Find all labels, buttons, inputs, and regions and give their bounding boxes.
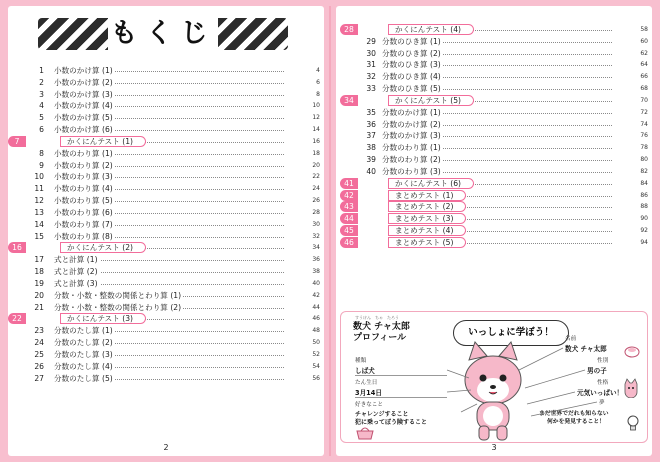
toc-page: 38 <box>312 268 320 276</box>
toc-title: かくにんテスト (2) <box>60 242 146 253</box>
toc-number: 46 <box>340 237 358 248</box>
toc-list-left <box>8 65 324 384</box>
toc-number: 16 <box>8 242 26 253</box>
toc-number: 37 <box>366 131 376 141</box>
toc-title: 小数のわり算 (7) <box>54 219 113 229</box>
toc-row-test <box>336 178 652 190</box>
toc-number: 31 <box>366 60 376 70</box>
toc-title: 分数のひき算 (3) <box>382 60 441 70</box>
toc-row <box>8 207 324 219</box>
toc-row <box>336 119 652 131</box>
toc-page: 70 <box>640 96 648 104</box>
toc-number: 5 <box>39 113 44 123</box>
toc-number: 25 <box>34 349 44 359</box>
toc-number: 40 <box>366 166 376 176</box>
likes-value-1: チャレンジすること <box>355 411 409 418</box>
toc-number: 30 <box>366 48 376 58</box>
toc-title: 分数のひき算 (5) <box>382 84 441 94</box>
toc-leader <box>70 284 284 285</box>
toc-row <box>8 89 324 101</box>
toc-row <box>336 154 652 166</box>
toc-number: 15 <box>34 231 44 241</box>
toc-page: 12 <box>312 114 320 122</box>
toc-row-test <box>336 213 652 225</box>
toc-page: 18 <box>312 149 320 157</box>
toc-number: 42 <box>340 190 358 201</box>
toc-number: 14 <box>34 219 44 229</box>
toc-title: 分数のわり算 (1) <box>382 143 441 153</box>
toc-row <box>8 266 324 278</box>
toc-page: 90 <box>640 215 648 223</box>
toc-title: 分数・小数・整数の関係とわり算 (1) <box>54 290 182 300</box>
toc-row-test <box>336 237 652 249</box>
toc-title: 分数のひき算 (1) <box>382 36 441 46</box>
toc-number: 39 <box>366 155 376 165</box>
toc-number: 8 <box>39 148 44 158</box>
toc-page: 30 <box>312 220 320 228</box>
toc-row <box>336 71 652 83</box>
toc-title: 分数のわり算 (2) <box>382 155 441 165</box>
dream-value-2: 何かを発見すること！ <box>547 419 605 425</box>
toc-number: 44 <box>340 213 358 224</box>
birthday-label: たん生日 <box>355 380 378 386</box>
toc-title: まとめテスト (3) <box>388 213 466 224</box>
toc-number: 45 <box>340 225 358 236</box>
toc-number: 2 <box>39 77 44 87</box>
toc-number: 33 <box>366 84 376 94</box>
toc-title: 小数のかけ算 (1) <box>54 66 113 75</box>
connector-lines <box>341 312 649 444</box>
toc-number: 26 <box>34 361 44 371</box>
toc-row <box>8 302 324 314</box>
book-spine <box>329 6 331 456</box>
toc-page: 78 <box>640 144 648 152</box>
toc-row <box>336 130 652 142</box>
toc-page: 46 <box>312 315 320 323</box>
toc-title: まとめテスト (5) <box>388 237 466 248</box>
toc-row-test <box>8 136 324 148</box>
name-value: 数犬 チャ太郎 <box>565 345 607 353</box>
toc-title: 小数のわり算 (4) <box>54 184 113 194</box>
toc-title: 分数のたし算 (5) <box>54 373 113 383</box>
toc-number: 27 <box>34 373 44 383</box>
toc-page: 54 <box>312 362 320 370</box>
toc-row <box>8 361 324 373</box>
toc-title: かくにんテスト (6) <box>388 178 474 189</box>
toc-row <box>8 254 324 266</box>
toc-row <box>336 83 652 95</box>
toc-row <box>8 325 324 337</box>
toc-row <box>8 65 324 77</box>
toc-page: 66 <box>640 73 648 81</box>
toc-row <box>8 349 324 361</box>
toc-number: 28 <box>340 24 358 35</box>
toc-number: 22 <box>8 313 26 324</box>
toc-row <box>8 231 324 243</box>
page-number-right: 3 <box>491 443 497 452</box>
likes-label: 好きなこと <box>355 402 383 408</box>
toc-page: 44 <box>312 303 320 311</box>
toc-page: 4 <box>316 67 320 74</box>
toc-page: 80 <box>640 156 648 164</box>
toc-page: 92 <box>640 227 648 235</box>
toc-number: 10 <box>34 172 44 182</box>
toc-row-test <box>8 242 324 254</box>
toc-row <box>8 290 324 302</box>
toc-row <box>8 112 324 124</box>
toc-row <box>8 124 324 136</box>
toc-row <box>8 148 324 160</box>
toc-page: 36 <box>312 256 320 264</box>
toc-number: 41 <box>340 178 358 189</box>
personality-label: 性格 <box>597 380 609 386</box>
toc-number: 34 <box>340 95 358 106</box>
toc-page: 72 <box>640 108 648 116</box>
toc-page: 94 <box>640 238 648 246</box>
toc-page: 42 <box>312 291 320 299</box>
toc-number: 29 <box>366 36 376 46</box>
toc-number: 3 <box>39 89 44 99</box>
toc-number: 9 <box>39 160 44 170</box>
toc-title: 小数のわり算 (2) <box>54 160 113 170</box>
toc-title: かくにんテスト (5) <box>388 95 474 106</box>
toc-number: 18 <box>34 267 44 277</box>
toc-number: 38 <box>366 143 376 153</box>
gender-label: 性別 <box>597 358 609 364</box>
likes-value-2: 犯に乗ってぼう険すること <box>355 419 428 426</box>
toc-leader <box>70 272 284 273</box>
toc-row <box>336 36 652 48</box>
toc-page: 6 <box>316 78 320 86</box>
birthday-value: 3月14日 <box>355 389 382 397</box>
toc-row <box>8 183 324 195</box>
toc-row <box>8 160 324 172</box>
toc-page: 28 <box>312 208 320 216</box>
toc-page: 8 <box>316 90 320 98</box>
page-title: もくじ <box>108 15 218 53</box>
toc-title: 分数のかけ算 (2) <box>382 119 441 129</box>
toc-number: 36 <box>366 119 376 129</box>
profile-heading-name: 数犬 チャ太郎 <box>353 322 410 332</box>
toc-row <box>8 373 324 385</box>
toc-page: 88 <box>640 203 648 211</box>
name-label: 名前 <box>565 336 577 342</box>
toc-title: 分数のかけ算 (3) <box>382 131 441 141</box>
toc-page: 56 <box>312 374 320 382</box>
toc-row <box>336 107 652 119</box>
toc-number: 32 <box>366 72 376 82</box>
toc-title: 分数のひき算 (4) <box>382 72 441 82</box>
toc-page: 14 <box>312 126 320 134</box>
toc-title: かくにんテスト (3) <box>60 313 146 324</box>
toc-title: 小数のわり算 (8) <box>54 231 113 241</box>
toc-page: 26 <box>312 197 320 205</box>
toc-row <box>336 142 652 154</box>
toc-page: 40 <box>312 279 320 287</box>
toc-row-test <box>336 225 652 237</box>
toc-title: 分数のかけ算 (1) <box>382 107 441 117</box>
toc-row <box>336 48 652 60</box>
toc-title: 小数のわり算 (1) <box>54 148 113 158</box>
toc-row <box>8 77 324 89</box>
toc-row-test <box>336 190 652 202</box>
page-number-left: 2 <box>163 443 169 452</box>
toc-title: 分数のわり算 (3) <box>382 166 441 176</box>
toc-number: 35 <box>366 107 376 117</box>
toc-number: 12 <box>34 196 44 206</box>
toc-row-test <box>336 95 652 107</box>
toc-number: 21 <box>34 302 44 312</box>
toc-page: 62 <box>640 49 648 57</box>
toc-number: 17 <box>34 255 44 265</box>
dream-label: 夢 <box>599 400 605 406</box>
toc-title: 分数のたし算 (3) <box>54 349 113 359</box>
toc-page: 10 <box>312 102 320 110</box>
toc-row <box>8 100 324 112</box>
toc-title: 分数のたし算 (2) <box>54 338 113 348</box>
toc-number: 43 <box>340 201 358 212</box>
toc-title: 小数のかけ算 (4) <box>54 101 113 111</box>
left-page <box>8 6 324 456</box>
toc-page: 48 <box>312 327 320 335</box>
toc-row-test <box>336 24 652 36</box>
toc-number: 13 <box>34 207 44 217</box>
toc-page: 50 <box>312 339 320 347</box>
toc-page: 64 <box>640 61 648 69</box>
toc-title: 小数のわり算 (5) <box>54 196 113 206</box>
heading-ruby: すうけん ちゃ たろう <box>355 315 399 320</box>
toc-number: 7 <box>8 136 26 147</box>
right-page <box>336 6 652 456</box>
toc-page: 24 <box>312 185 320 193</box>
toc-row-test <box>336 201 652 213</box>
toc-row <box>336 59 652 71</box>
profile-heading-title: プロフィール <box>353 333 407 343</box>
species-label: 種類 <box>355 358 367 364</box>
toc-title: 小数のかけ算 (3) <box>54 89 113 99</box>
toc-number: 11 <box>34 184 44 194</box>
toc-page: 58 <box>640 26 648 33</box>
toc-title: 式と計算 (2) <box>54 267 98 277</box>
toc-page: 52 <box>312 350 320 358</box>
toc-leader <box>70 260 284 261</box>
toc-page: 76 <box>640 132 648 140</box>
toc-row <box>8 337 324 349</box>
profile-box <box>340 311 648 443</box>
toc-title: 小数のかけ算 (5) <box>54 113 113 123</box>
toc-title: まとめテスト (4) <box>388 225 466 236</box>
toc-title: 小数のわり算 (3) <box>54 172 113 182</box>
toc-list-right <box>336 24 652 249</box>
toc-page: 68 <box>640 85 648 93</box>
personality-value: 元気いっぱい！ <box>577 389 624 397</box>
toc-row <box>8 278 324 290</box>
title-banner <box>38 18 288 50</box>
dream-value-1: まだ世界でだれも知らない <box>539 411 609 417</box>
toc-page: 34 <box>312 244 320 252</box>
toc-page: 86 <box>640 191 648 199</box>
gender-value: 男の子 <box>587 367 607 375</box>
toc-page: 32 <box>312 232 320 240</box>
toc-title: 分数のひき算 (2) <box>382 48 441 58</box>
toc-title: かくにんテスト (4) <box>388 24 474 35</box>
toc-row-test <box>8 313 324 325</box>
toc-page: 74 <box>640 120 648 128</box>
toc-number: 6 <box>39 125 44 135</box>
toc-title: 分数のたし算 (4) <box>54 361 113 371</box>
toc-number: 20 <box>34 290 44 300</box>
toc-row <box>8 171 324 183</box>
toc-number: 1 <box>39 66 44 75</box>
toc-title: かくにんテスト (1) <box>60 136 146 147</box>
toc-number: 19 <box>34 278 44 288</box>
toc-page: 82 <box>640 167 648 175</box>
toc-title: 分数・小数・整数の関係とわり算 (2) <box>54 302 182 312</box>
toc-title: 式と計算 (3) <box>54 278 98 288</box>
toc-title: 小数のかけ算 (2) <box>54 77 113 87</box>
toc-title: 分数のたし算 (1) <box>54 326 113 336</box>
toc-page: 84 <box>640 179 648 187</box>
toc-title: まとめテスト (2) <box>388 201 466 212</box>
toc-row <box>8 219 324 231</box>
toc-title: まとめテスト (1) <box>388 190 466 201</box>
toc-title: 小数のわり算 (6) <box>54 207 113 217</box>
toc-title: 式と計算 (1) <box>54 255 98 265</box>
toc-page: 16 <box>312 137 320 145</box>
speech-bubble: いっしょに学ぼう！ <box>453 320 569 346</box>
toc-page: 22 <box>312 173 320 181</box>
species-value: しば犬 <box>355 367 375 375</box>
toc-number: 4 <box>39 101 44 111</box>
toc-number: 24 <box>34 338 44 348</box>
toc-page: 60 <box>640 37 648 45</box>
toc-number: 23 <box>34 326 44 336</box>
toc-title: 小数のかけ算 (6) <box>54 125 113 135</box>
toc-row <box>336 166 652 178</box>
toc-row <box>8 195 324 207</box>
toc-page: 20 <box>312 161 320 169</box>
